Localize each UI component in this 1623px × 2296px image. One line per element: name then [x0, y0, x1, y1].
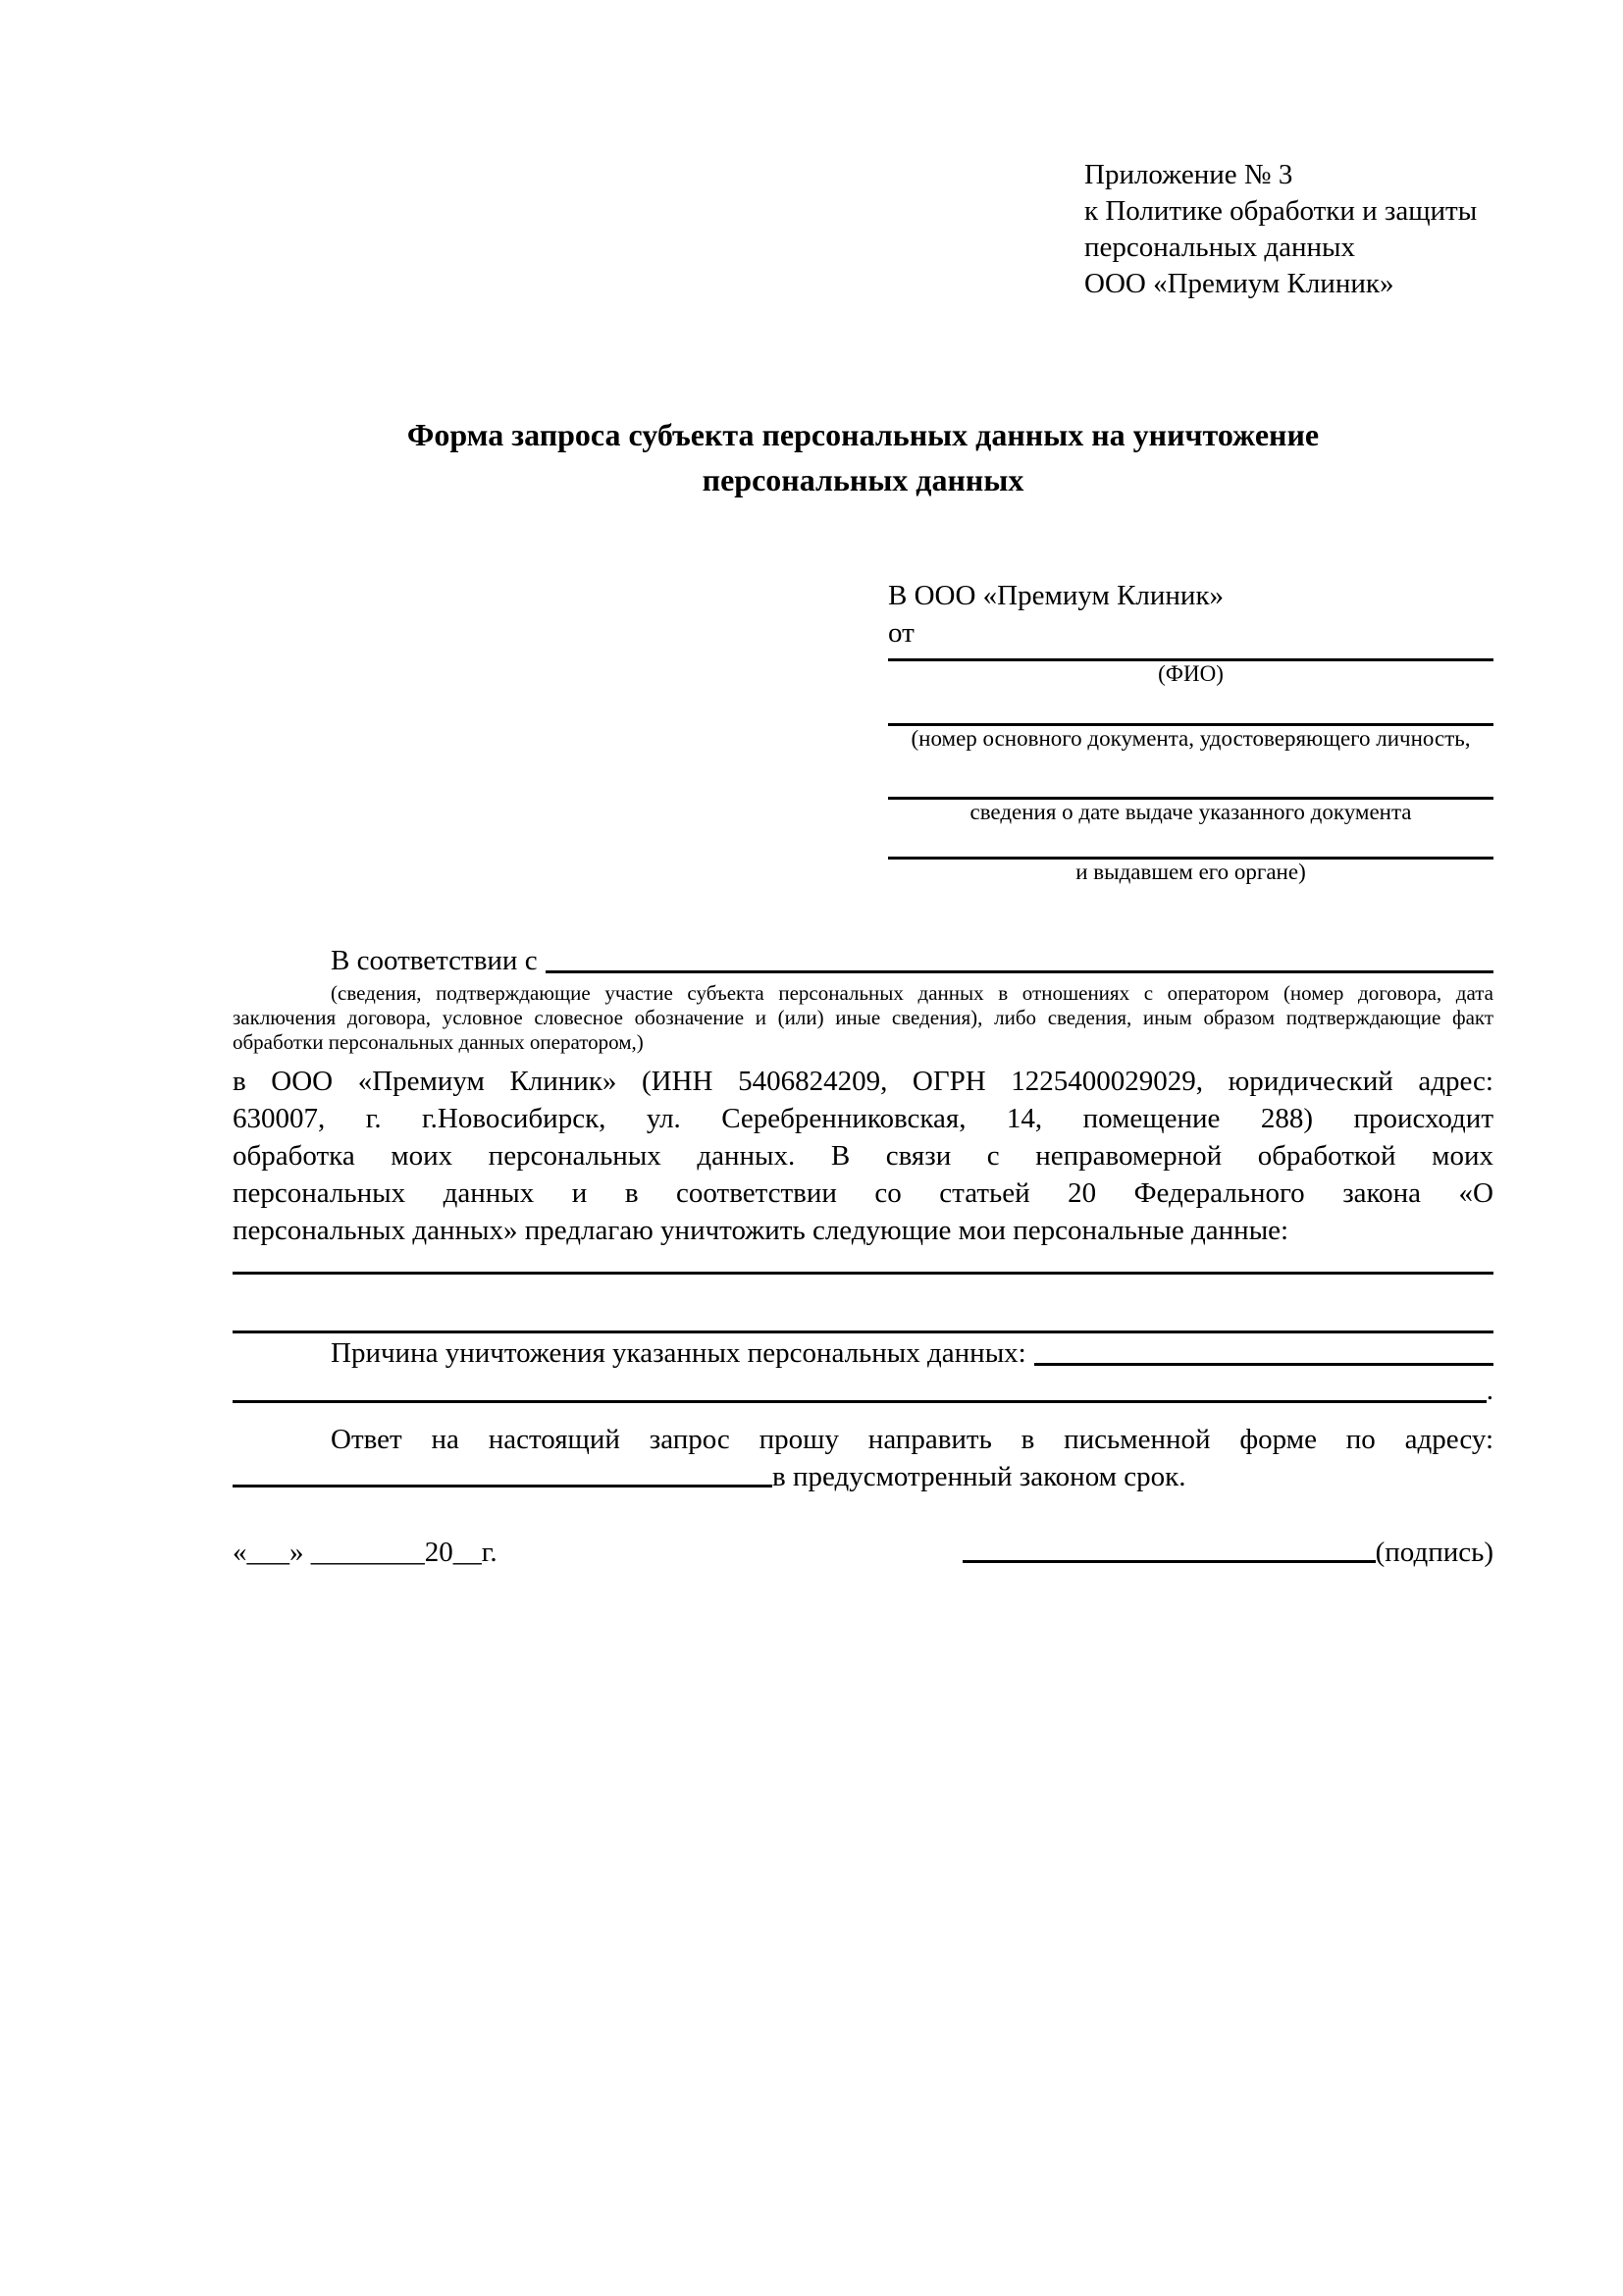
reason-continuation-blank-line	[233, 1372, 1487, 1403]
issuing-authority-caption: и выдавшем его органе)	[1075, 860, 1306, 884]
accordance-footnote	[233, 981, 1493, 1055]
date-placeholder: «___» ________20__г.	[233, 1537, 497, 1568]
reason-row	[233, 1334, 1493, 1372]
address-blank-line	[233, 1458, 772, 1487]
paragraph-line: обработка моих персональных данных. В связи с неправомерной обработкой моих	[233, 1140, 1493, 1172]
signature-caption: (подпись)	[1375, 1537, 1493, 1568]
issue-date-caption: сведения о дате выдаче указанного документа	[969, 800, 1412, 824]
data-blank-line	[233, 1331, 1493, 1333]
header-line: Приложение № 3	[1084, 159, 1293, 190]
reason-continuation-row	[233, 1372, 1493, 1409]
paragraph-line: персональных данных» предлагаю уничтожить следующие мои персональные данные:	[233, 1215, 1289, 1246]
header-line: ООО «Премиум Клиник»	[1084, 268, 1394, 299]
document-title-line: персональных данных	[702, 462, 1024, 497]
paragraph-line: в ООО «Премиум Клиник» (ИНН 5406824209, ОГРН 1225400029029, юридический адрес:	[233, 1066, 1493, 1097]
document-number-caption: (номер основного документа, удостоверяющего личность,	[911, 726, 1471, 751]
date-signature-row	[233, 1534, 1493, 1571]
paragraph-line: персональных данных и в соответствии со статьей 20 Федерального закона «О	[233, 1177, 1493, 1209]
signature-blank-line	[963, 1534, 1376, 1563]
fio-caption: (ФИО)	[1158, 661, 1224, 686]
accordance-row	[233, 942, 1493, 979]
document-title-line: Форма запроса субъекта персональных данных на уничтожение	[406, 417, 1320, 452]
footnote-line: (сведения, подтверждающие участие субъекта персональных данных в отношениях с оператором (номер договора, дата	[331, 981, 1493, 1005]
main-paragraph	[233, 1063, 1493, 1249]
footnote-line: обработки персональных данных оператором,)	[233, 1030, 644, 1054]
addressee-to: В ООО «Премиум Клиник»	[888, 580, 1225, 611]
response-tail: в предусмотренный законом срок.	[772, 1461, 1186, 1492]
appendix-header-block	[1084, 157, 1493, 302]
addressee-from-label: от	[888, 617, 915, 649]
addressee-block	[888, 577, 1493, 885]
response-address-row	[233, 1458, 1493, 1495]
response-request-line: Ответ на настоящий запрос прошу направить в письменной форме по адресу:	[331, 1424, 1493, 1455]
data-blank-line	[233, 1272, 1493, 1275]
accordance-label: В соответствии с	[331, 945, 538, 976]
signature-group	[963, 1534, 1493, 1571]
accordance-blank-line	[546, 942, 1493, 973]
paragraph-line: 630007, г. г.Новосибирск, ул. Серебренниковская, 14, помещение 288) происходит	[233, 1103, 1493, 1134]
document-number-blank-line	[888, 687, 1493, 726]
footnote-line: заключения договора, условное словесное обозначение и (или) иные сведения), либо сведения, иным образом подтверждающие факт	[233, 1006, 1493, 1029]
reason-label: Причина уничтожения указанных персональных данных:	[331, 1337, 1026, 1369]
fio-blank-line	[888, 652, 1493, 661]
issuing-authority-blank-line	[888, 825, 1493, 860]
document-title	[233, 412, 1493, 502]
header-line: персональных данных	[1084, 232, 1356, 263]
reason-blank-line	[1034, 1334, 1493, 1366]
sentence-period: .	[1486, 1375, 1493, 1406]
issue-date-blank-line	[888, 752, 1493, 800]
header-line: к Политике обработки и защиты	[1084, 195, 1478, 227]
page-content	[233, 0, 1493, 1571]
